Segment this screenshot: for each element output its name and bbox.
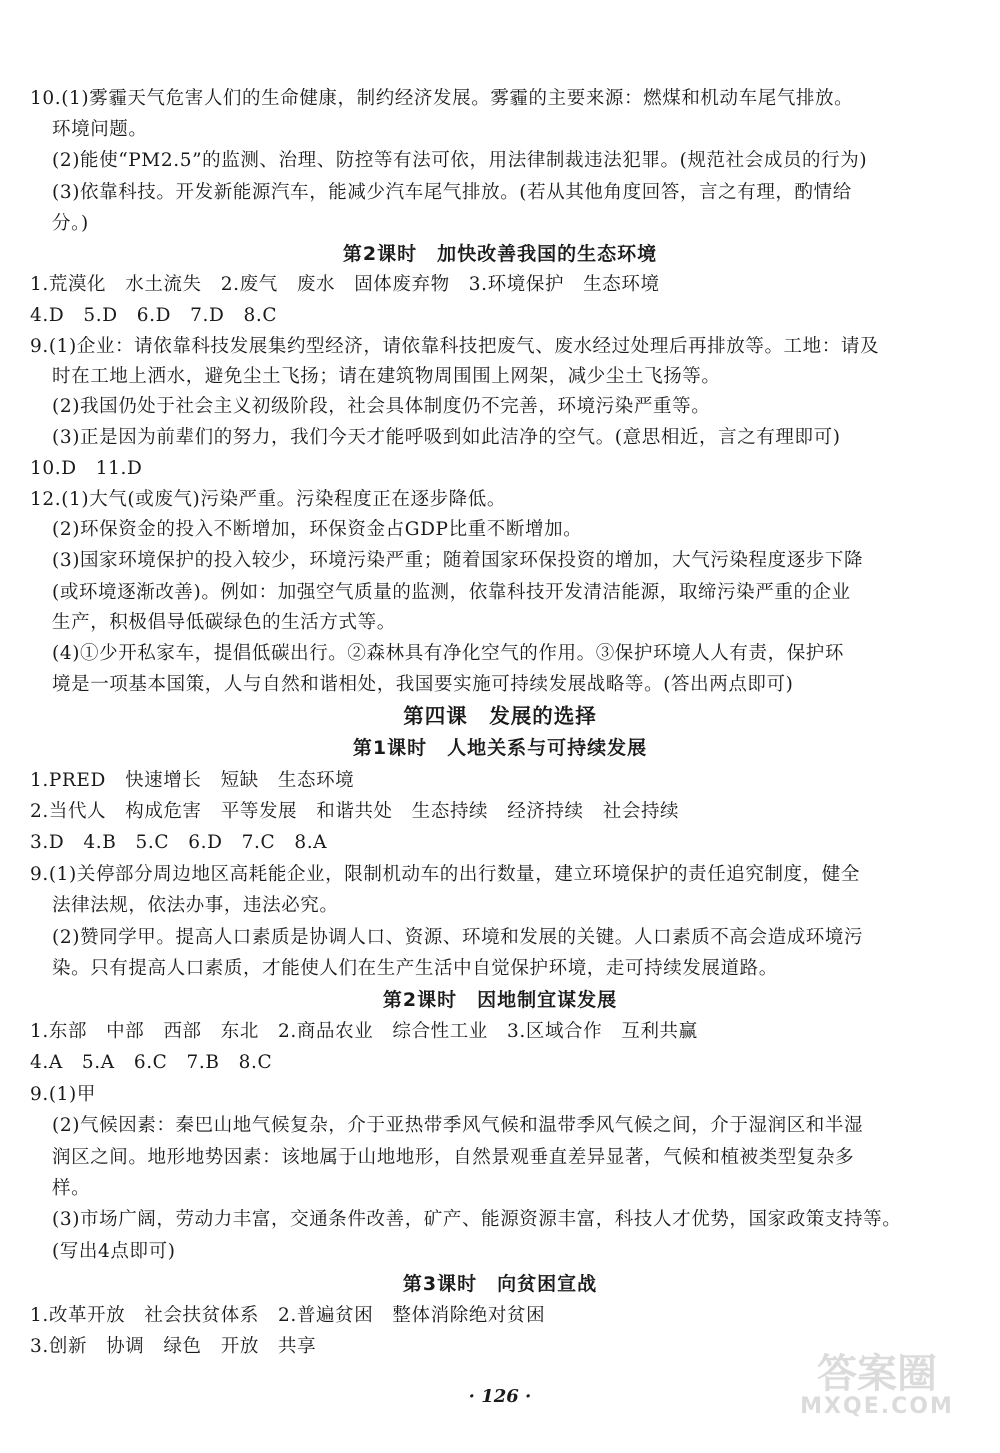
text-line: 10.(1)雾霾天气危害人们的生命健康，制约经济发展。雾霾的主要来源：燃煤和机动车尾气排放。 [30, 88, 854, 109]
text-line: 4.D 5.D 6.D 7.D 8.C [30, 305, 278, 326]
chapter-heading: 第四课 发展的选择 [403, 704, 597, 728]
text-line: 3.D 4.B 5.C 6.D 7.C 8.A [30, 832, 328, 853]
text-line: (或环境逐渐改善)。例如：加强空气质量的监测，依靠科技开发清洁能源，取缔污染严重的企业 [52, 582, 851, 603]
text-line: 3.创新 协调 绿色 开放 共享 [30, 1336, 317, 1357]
watermark-sub: MXQE.COM [800, 1394, 954, 1419]
text-line: (2)气候因素：秦巴山地气候复杂，介于亚热带季风气候和温带季风气候之间，介于湿润区和半湿 [52, 1115, 864, 1136]
text-line: 境是一项基本国策，人与自然和谐相处，我国要实施可持续发展战略等。(答出两点即可) [52, 674, 794, 695]
watermark-logo [782, 1349, 972, 1419]
text-line: 9.(1)甲 [30, 1084, 96, 1105]
text-line: 1.PRED 快速增长 短缺 生态环境 [30, 770, 355, 791]
text-line: 时在工地上洒水，避免尘土飞扬；请在建筑物周围围上网架，减少尘土飞扬等。 [52, 366, 721, 387]
text-line: (2)能使“PM2.5”的监测、治理、防控等有法可依，用法律制裁违法犯罪。(规范社会成员的行为) [52, 150, 868, 171]
section-heading: 第1课时 人地关系与可持续发展 [352, 737, 648, 759]
text-line: 9.(1)关停部分周边地区高耗能企业，限制机动车的出行数量，建立环境保护的责任追究制度，健全 [30, 864, 860, 885]
watermark-main: 答案圈 [817, 1351, 937, 1397]
text-line: 4.A 5.A 6.C 7.B 8.C [30, 1052, 273, 1073]
text-line: (3)正是因为前辈们的努力，我们今天才能呼吸到如此洁净的空气。(意思相近，言之有理即可) [52, 427, 841, 448]
text-line: 1.荒漠化 水土流失 2.废气 废水 固体废弃物 3.环境保护 生态环境 [30, 274, 660, 295]
text-line: 润区之间。地形地势因素：该地属于山地地形，自然景观垂直差异显著，气候和植被类型复杂多 [52, 1147, 855, 1168]
text-line: 2.当代人 构成危害 平等发展 和谐共处 生态持续 经济持续 社会持续 [30, 801, 680, 822]
section-heading: 第2课时 加快改善我国的生态环境 [342, 243, 658, 265]
text-line: 1.改革开放 社会扶贫体系 2.普遍贫困 整体消除绝对贫困 [30, 1305, 546, 1326]
text-line: 分。) [52, 213, 89, 234]
text-line: 法律法规，依法办事，违法必究。 [52, 895, 339, 916]
section-heading: 第3课时 向贫困宣战 [402, 1273, 598, 1295]
text-line: (2)环保资金的投入不断增加，环保资金占GDP比重不断增加。 [52, 519, 583, 540]
text-line: (3)国家环境保护的投入较少，环境污染严重；随着国家环保投资的增加，大气污染程度逐步下降 [52, 550, 864, 571]
text-line: (2)我国仍处于社会主义初级阶段，社会具体制度仍不完善，环境污染严重等。 [52, 396, 711, 417]
text-line: (3)市场广阔，劳动力丰富，交通条件改善，矿产、能源资源丰富，科技人才优势，国家政策支持等。 [52, 1209, 902, 1230]
text-line: 10.D 11.D [30, 458, 143, 479]
text-line: 12.(1)大气(或废气)污染严重。污染程度正在逐步降低。 [30, 489, 506, 510]
text-line: (写出4点即可) [52, 1241, 176, 1262]
text-line: 9.(1)企业：请依靠科技发展集约型经济，请依靠科技把废气、废水经过处理后再排放等。工地：请及 [30, 336, 880, 357]
text-line: (2)赞同学甲。提高人口素质是协调人口、资源、环境和发展的关键。人口素质不高会造成环境污 [52, 927, 864, 948]
text-line: 环境问题。 [52, 119, 148, 140]
text-line: 1.东部 中部 西部 东北 2.商品农业 综合性工业 3.区域合作 互利共赢 [30, 1021, 698, 1042]
text-line: 染。只有提高人口素质，才能使人们在生产生活中自觉保护环境，走可持续发展道路。 [52, 958, 778, 979]
text-line: (3)依靠科技。开发新能源汽车，能减少汽车尾气排放。(若从其他角度回答，言之有理，酌情给 [52, 182, 852, 203]
page-number: · 126 · [468, 1386, 532, 1407]
section-heading: 第2课时 因地制宜谋发展 [382, 989, 618, 1011]
text-line: (4)①少开私家车，提倡低碳出行。②森林具有净化空气的作用。③保护环境人人有责，保护环 [52, 643, 845, 664]
text-line: 样。 [52, 1178, 91, 1199]
text-line: 生产，积极倡导低碳绿色的生活方式等。 [52, 612, 396, 633]
